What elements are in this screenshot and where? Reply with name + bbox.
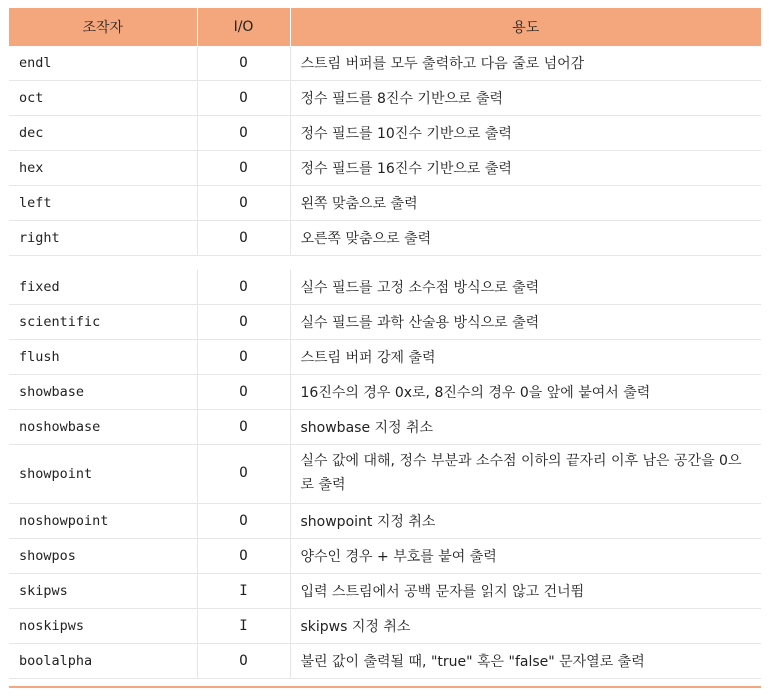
purpose-text: 정수 필드를 10진수 기반으로 출력 xyxy=(290,116,761,151)
manipulator-name: scientific xyxy=(9,305,197,340)
table-row xyxy=(9,445,761,504)
io-value: O xyxy=(197,81,290,116)
header-purpose: 용도 xyxy=(290,8,761,46)
manipulator-name: oct xyxy=(9,81,197,116)
header-io: I/O xyxy=(197,8,290,46)
manipulator-name: flush xyxy=(9,340,197,375)
io-value: O xyxy=(197,410,290,445)
io-value: O xyxy=(197,151,290,186)
io-value: O xyxy=(197,186,290,221)
io-value: O xyxy=(197,504,290,539)
purpose-text: 스트림 버퍼를 모두 출력하고 다음 줄로 넘어감 xyxy=(290,46,761,81)
purpose-text: 16진수의 경우 0x로, 8진수의 경우 0을 앞에 붙여서 출력 xyxy=(290,375,761,410)
manipulator-name: noshowpoint xyxy=(9,504,197,539)
purpose-text: showbase 지정 취소 xyxy=(290,410,761,445)
table-row xyxy=(9,539,761,574)
table-row xyxy=(9,644,761,679)
io-value: O xyxy=(197,445,290,504)
table-row xyxy=(9,116,761,151)
purpose-text: 실수 필드를 과학 산술용 방식으로 출력 xyxy=(290,305,761,340)
manipulator-name: fixed xyxy=(9,270,197,305)
manipulator-name: skipws xyxy=(9,574,197,609)
purpose-text: 양수인 경우 + 부호를 붙여 출력 xyxy=(290,539,761,574)
group-separator xyxy=(9,256,761,271)
manipulator-name: right xyxy=(9,221,197,256)
table-row xyxy=(9,46,761,81)
manipulator-name: hex xyxy=(9,151,197,186)
manipulator-name: showbase xyxy=(9,375,197,410)
table-row xyxy=(9,305,761,340)
table-row xyxy=(9,81,761,116)
table-row xyxy=(9,270,761,305)
manipulator-name: left xyxy=(9,186,197,221)
io-value: O xyxy=(197,270,290,305)
purpose-text: 왼쪽 맞춤으로 출력 xyxy=(290,186,761,221)
group-separator-cell xyxy=(9,256,761,271)
purpose-text: showpoint 지정 취소 xyxy=(290,504,761,539)
table-row xyxy=(9,410,761,445)
io-value: O xyxy=(197,644,290,679)
io-value: O xyxy=(197,221,290,256)
table-row xyxy=(9,186,761,221)
purpose-text: 실수 필드를 고정 소수점 방식으로 출력 xyxy=(290,270,761,305)
io-value: I xyxy=(197,574,290,609)
table-row xyxy=(9,221,761,256)
table-row xyxy=(9,151,761,186)
purpose-text: 스트림 버퍼 강제 출력 xyxy=(290,340,761,375)
io-value: O xyxy=(197,539,290,574)
io-value: O xyxy=(197,305,290,340)
manipulator-name: dec xyxy=(9,116,197,151)
purpose-text: skipws 지정 취소 xyxy=(290,609,761,644)
manipulator-name: showpos xyxy=(9,539,197,574)
manipulator-table xyxy=(9,8,761,679)
purpose-text: 정수 필드를 16진수 기반으로 출력 xyxy=(290,151,761,186)
table-row xyxy=(9,574,761,609)
manipulator-table-container xyxy=(9,8,761,679)
bottom-rule xyxy=(9,686,761,688)
purpose-text: 정수 필드를 8진수 기반으로 출력 xyxy=(290,81,761,116)
manipulator-name: showpoint xyxy=(9,445,197,504)
table-row xyxy=(9,609,761,644)
table-row xyxy=(9,375,761,410)
header-row xyxy=(9,8,761,46)
io-value: I xyxy=(197,609,290,644)
manipulator-name: boolalpha xyxy=(9,644,197,679)
io-value: O xyxy=(197,375,290,410)
io-value: O xyxy=(197,340,290,375)
manipulator-name: endl xyxy=(9,46,197,81)
header-manipulator: 조작자 xyxy=(9,8,197,46)
table-row xyxy=(9,340,761,375)
purpose-text: 불린 값이 출력될 때, "true" 혹은 "false" 문자열로 출력 xyxy=(290,644,761,679)
purpose-text: 오른쪽 맞춤으로 출력 xyxy=(290,221,761,256)
table-row xyxy=(9,504,761,539)
manipulator-name: noshowbase xyxy=(9,410,197,445)
purpose-text: 입력 스트림에서 공백 문자를 읽지 않고 건너뜀 xyxy=(290,574,761,609)
io-value: O xyxy=(197,46,290,81)
manipulator-name: noskipws xyxy=(9,609,197,644)
purpose-text: 실수 값에 대해, 정수 부분과 소수점 이하의 끝자리 이후 남은 공간을 0으로 출력 xyxy=(290,445,761,504)
io-value: O xyxy=(197,116,290,151)
